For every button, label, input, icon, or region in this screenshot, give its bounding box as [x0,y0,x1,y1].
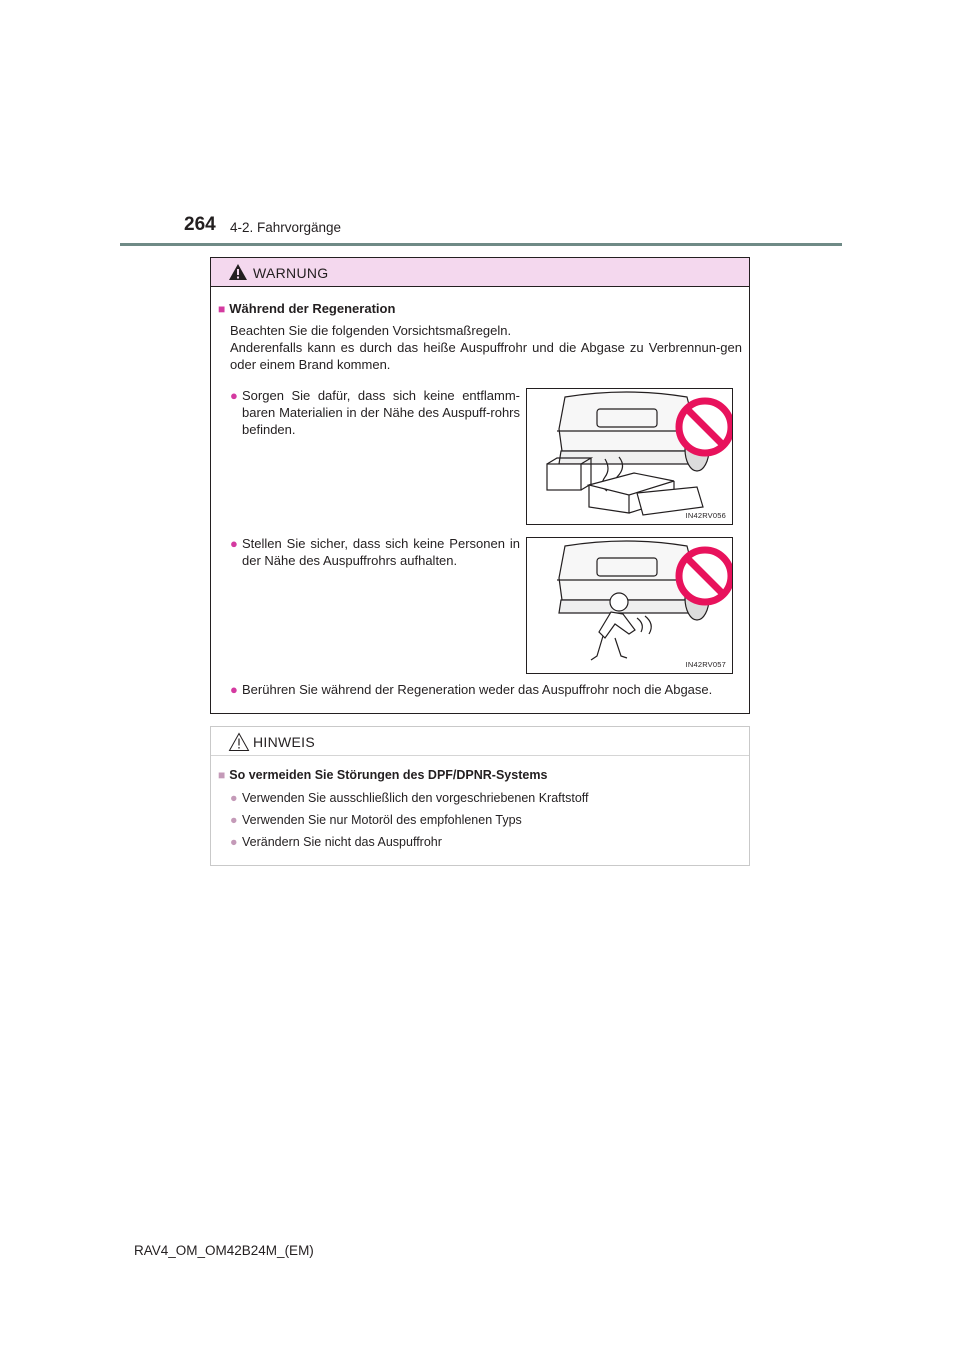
warning-label: WARNUNG [253,265,329,281]
car-rear-boxes-illustration [527,389,732,524]
car-rear-person-illustration [527,538,732,673]
bullet-dot-icon: ● [230,682,238,697]
warning-intro-line1: Beachten Sie die folgenden Vorsichtsmaßregeln. [230,323,512,338]
header-rule [120,243,842,246]
document-code: RAV4_OM_OM42B24M_(EM) [134,1243,314,1258]
notice-heading: ■ So vermeiden Sie Störungen des DPF/DPNR-Systems [218,768,548,782]
warning-intro-line2: Anderenfalls kann es durch das heiße Auspuffrohr und die Abgase zu Verbrennun-gen oder einem Brand kommen. [230,340,742,372]
page-number: 264 [184,214,216,235]
notice-triangle-icon [228,732,250,752]
square-bullet-icon: ■ [218,302,226,316]
image-code: IN42RV057 [685,660,726,669]
warning-triangle-icon [228,263,248,281]
bullet-dot-icon: ● [230,813,238,827]
notice-item: ● Verwenden Sie ausschließlich den vorgeschriebenen Kraftstoff [230,791,589,805]
bullet-dot-icon: ● [230,388,238,403]
notice-item: ● Verwenden Sie nur Motoröl des empfohlenen Typs [230,813,522,827]
notice-item: ● Verändern Sie nicht das Auspuffrohr [230,835,442,849]
warning-item-3: ● Berühren Sie während der Regeneration weder das Auspuffrohr noch die Abgase. [230,682,713,697]
warning-item-1: ● Sorgen Sie dafür, dass sich keine entflamm-baren Materialien in der Nähe des Auspuff-rohrs befinden. [230,388,520,437]
warning-heading: ■ Während der Regeneration [218,301,396,316]
square-bullet-icon: ■ [218,768,226,782]
warning-item-2: ● Stellen Sie sicher, dass sich keine Personen in der Nähe des Auspuffrohrs aufhalten. [230,536,520,568]
image-code: IN42RV056 [685,511,726,520]
bullet-dot-icon: ● [230,791,238,805]
illustration-flammable-materials [526,388,733,525]
section-title: 4-2. Fahrvorgänge [230,220,342,235]
bullet-dot-icon: ● [230,835,238,849]
notice-box [210,726,750,866]
warning-box [210,257,750,714]
warning-header [211,258,749,287]
illustration-person-near-exhaust [526,537,733,674]
bullet-dot-icon: ● [230,536,238,551]
notice-label: HINWEIS [253,734,315,750]
notice-header [211,727,749,756]
